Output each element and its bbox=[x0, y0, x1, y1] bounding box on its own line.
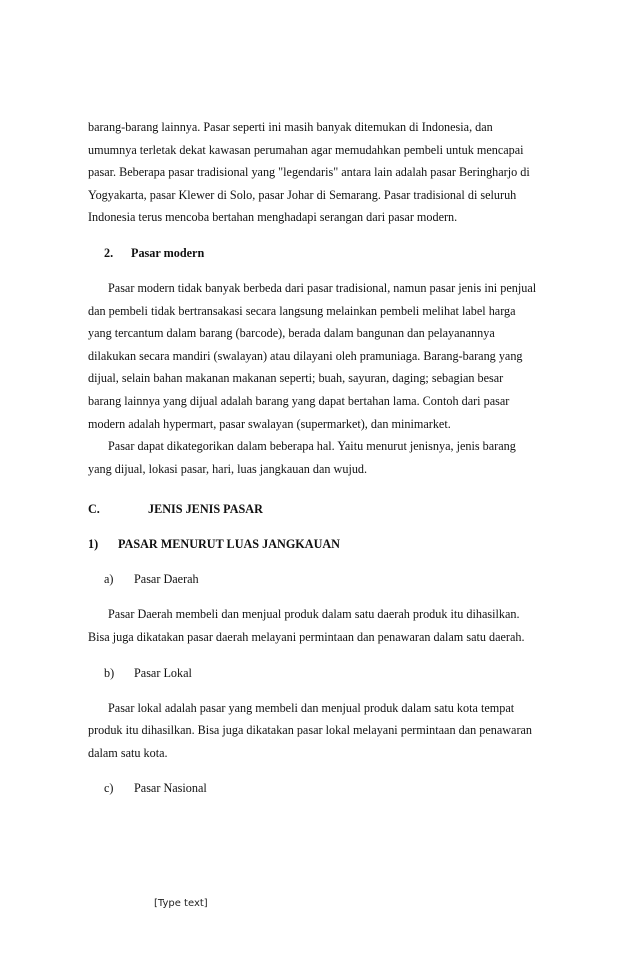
text-line: umumnya terletak dekat kawasan perumahan agar memudahkan pembeli untuk mencapai bbox=[88, 142, 524, 157]
subheading-pasar-daerah bbox=[88, 568, 550, 590]
sub-label: c) bbox=[104, 781, 114, 796]
text-line: yang dijual, lokasi pasar, hari, luas jangkauan dan wujud. bbox=[88, 461, 368, 476]
paragraph-daerah bbox=[88, 603, 550, 648]
heading-pasar-modern bbox=[88, 242, 550, 264]
sub-title: Pasar Nasional bbox=[134, 781, 207, 796]
text-line: dijual, selain bahan makanan makanan seperti; buah, sayuran, daging; sebagian besar bbox=[88, 371, 504, 386]
subheading-pasar-lokal bbox=[88, 662, 550, 684]
footer-placeholder-text: [Type text] bbox=[154, 898, 208, 909]
text-line: produk itu dihasilkan. Bisa juga dikatakan pasar lokal melayani permintaan dan penawaran bbox=[88, 723, 533, 738]
heading-title: JENIS JENIS PASAR bbox=[148, 502, 263, 517]
heading-section-c bbox=[88, 498, 550, 520]
text-line: yang tercantum dalam barang (barcode), berada dalam bangunan dan pelayanannya bbox=[88, 326, 495, 341]
text-line: Pasar modern tidak banyak berbeda dari pasar tradisional, namun pasar jenis ini penjual bbox=[108, 280, 537, 295]
paragraph-modern bbox=[88, 277, 550, 435]
text-line: pasar. Beberapa pasar tradisional yang "legendaris" antara lain adalah pasar Beringharjo di bbox=[88, 165, 530, 180]
sub-label: b) bbox=[104, 665, 115, 680]
text-line: Indonesia terus mencoba bertahan menghadapi serangan dari pasar modern. bbox=[88, 210, 458, 225]
heading-title: PASAR MENURUT LUAS JANGKAUAN bbox=[118, 537, 340, 552]
paragraph-intro bbox=[88, 116, 550, 229]
sub-title: Pasar Lokal bbox=[134, 665, 192, 680]
text-line: modern adalah hypermart, pasar swalayan (supermarket), dan minimarket. bbox=[88, 416, 451, 431]
heading-title: Pasar modern bbox=[131, 245, 205, 260]
text-line: Pasar lokal adalah pasar yang membeli dan menjual produk dalam satu kota tempat bbox=[108, 700, 515, 715]
text-line: Pasar Daerah membeli dan menjual produk dalam satu daerah produk itu dihasilkan. bbox=[108, 607, 520, 622]
paragraph-kategori bbox=[88, 435, 550, 480]
paragraph-lokal bbox=[88, 697, 550, 765]
text-line: Yogyakarta, pasar Klewer di Solo, pasar Johar di Semarang. Pasar tradisional di seluruh bbox=[88, 187, 517, 202]
sub-title: Pasar Daerah bbox=[134, 572, 199, 587]
page-content bbox=[88, 116, 550, 799]
text-line: Pasar dapat dikategorikan dalam beberapa hal. Yaitu menurut jenisnya, jenis barang bbox=[108, 439, 516, 454]
heading-luas-jangkauan bbox=[88, 533, 550, 555]
heading-number: 2. bbox=[104, 245, 114, 260]
heading-number: 1) bbox=[88, 537, 99, 552]
sub-label: a) bbox=[104, 572, 114, 587]
text-line: barang-barang lainnya. Pasar seperti ini masih banyak ditemukan di Indonesia, dan bbox=[88, 120, 493, 134]
subheading-pasar-nasional bbox=[88, 777, 550, 799]
text-line: Bisa juga dikatakan pasar daerah melayani permintaan dan penawaran dalam satu daerah. bbox=[88, 629, 525, 644]
text-line: dalam satu kota. bbox=[88, 745, 168, 760]
text-line: dilakukan secara mandiri (swalayan) atau dilayani oleh pramuniaga. Barang-barang yang bbox=[88, 348, 523, 363]
text-line: dan pembeli tidak bertransakasi secara langsung melainkan pembeli melihat label harga bbox=[88, 303, 516, 318]
heading-number: C. bbox=[88, 502, 100, 517]
text-line: barang lainnya yang dijual adalah barang yang dapat bertahan lama. Contoh dari pasar bbox=[88, 393, 510, 408]
